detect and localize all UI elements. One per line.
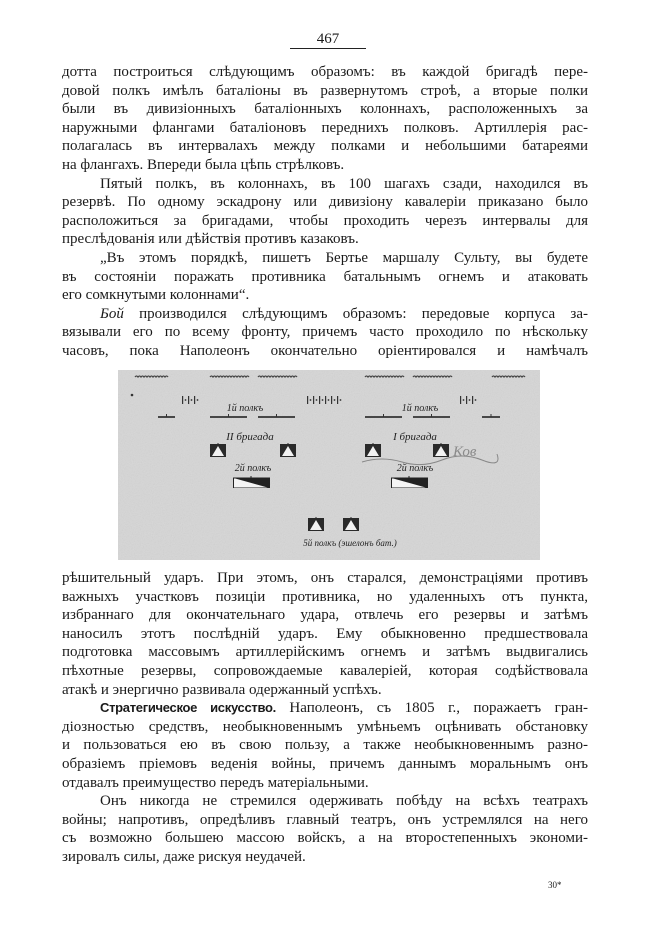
- battalion-column-icon: [308, 517, 324, 531]
- text-line: [62, 212, 588, 231]
- signature-mark: 30*: [548, 880, 562, 890]
- line-text: отдавалъ преимущество передъ матеріальными.: [62, 774, 369, 791]
- skirmisher-mark: [188, 396, 189, 404]
- text-line: [62, 625, 588, 644]
- text-line: [62, 175, 588, 194]
- line-text: Пятый полкъ, въ колоннахъ, въ 100 шагахъ сзади, находился въ: [100, 175, 588, 192]
- line-text: важныхъ участковъ позиціи противника, но удаленныхъ отъ пункта,: [62, 588, 588, 605]
- text-line: [62, 588, 588, 607]
- section-heading: Стратегическое искусство.: [100, 700, 276, 716]
- line-text: производился слѣдующимъ образомъ: передовые корпуса за-: [123, 305, 588, 322]
- skirmisher-mark: [460, 396, 461, 404]
- line-text: діозностью средствъ, необыкновеннымъ умѣньемъ оцѣнивать обстановку: [62, 718, 588, 735]
- label-regiment5: 5й полкъ (эшелонъ бат.): [303, 538, 397, 548]
- skirmisher-mark: [337, 396, 338, 404]
- skirmisher-mark: [194, 396, 195, 404]
- skirmisher-mark: [313, 396, 314, 404]
- text-line: [62, 736, 588, 755]
- line-text: полагалась въ интервалахъ между полками и небольшими батареями: [62, 138, 588, 155]
- text-line: [62, 249, 588, 268]
- text-line: [62, 662, 588, 681]
- text-line: [62, 755, 588, 774]
- text-line: [62, 681, 588, 700]
- line-text: зировалъ силы, даже рискуя неудачей.: [62, 848, 306, 865]
- skirmisher-mark: [472, 396, 473, 404]
- battle-formation-diagram: [118, 370, 540, 560]
- label-brigade-left: II бригада: [226, 431, 274, 443]
- skirmisher-mark: [325, 396, 326, 404]
- line-text: наносилъ этотъ послѣдній ударъ. Ему обыкновенно предшествовала: [62, 625, 588, 642]
- line-text: „Въ этомъ порядкѣ, пишетъ Бертье маршалу Сульту, вы будете: [100, 249, 588, 266]
- battalion-column-icon: [280, 443, 296, 457]
- text-line: [62, 718, 588, 737]
- line-text: дотта построиться слѣдующимъ образомъ: въ каждой бригадѣ пере-: [62, 64, 588, 80]
- text-line: [62, 286, 588, 305]
- text-line: [62, 156, 588, 175]
- line-text: часовъ, пока Наполеонъ окончательно оріентировался и намѣчалъ: [62, 342, 588, 359]
- label-regiment2-right: 2й полкъ: [396, 463, 434, 474]
- text-block-bottom: [62, 569, 588, 867]
- text-line: [62, 569, 588, 588]
- line-text: вязывали его по всему фронту, причемъ часто проходило по нѣскольку: [62, 324, 588, 341]
- skirmisher-mark: [466, 396, 467, 404]
- line-text: на флангахъ. Впереди была цѣпь стрѣлковъ.: [62, 156, 345, 173]
- page-number: 467: [290, 30, 366, 49]
- text-line: [62, 193, 588, 212]
- line-text: довой полкъ имѣлъ баталіоны въ развернутомъ строѣ, а вторые полки: [62, 82, 588, 99]
- line-text: резервѣ. По одному эскадрону или дивизіону кавалеріи приказано было: [62, 194, 588, 211]
- text-line: [62, 119, 588, 138]
- line-text: пѣхотные резервы, сопровождаемые кавалеріей, которая содѣйствовала: [62, 662, 588, 679]
- line-text: подготовка массовымъ артиллерійскимъ огнемъ и затѣмъ выдвигались: [62, 644, 588, 661]
- label-regiment1-left: 1й полкъ: [226, 403, 264, 414]
- line-text: преслѣдованія или дѣйствія противъ казаковъ.: [62, 231, 359, 248]
- line-text: войны; напротивъ, опредѣливъ главный театръ, онъ устремлялся на него: [62, 811, 588, 828]
- text-line: [62, 774, 588, 793]
- battalion-column-icon: [365, 443, 381, 457]
- text-line: [62, 82, 588, 101]
- text-line: [62, 305, 588, 324]
- line-text: были въ дивизіонныхъ баталіонныхъ колоннахъ, расположенныхъ за: [62, 101, 588, 118]
- italic-lead: Бой: [100, 305, 124, 322]
- text-line: [62, 699, 588, 718]
- line-text: рѣшительный ударъ. При этомъ, онъ старался, демонстраціями противъ: [62, 570, 588, 586]
- pencil-annotation: Ков: [453, 444, 477, 460]
- text-line: [62, 829, 588, 848]
- text-block-top: [62, 63, 588, 361]
- skirmisher-mark: [307, 396, 308, 404]
- text-line: [62, 811, 588, 830]
- text-line: [62, 63, 588, 82]
- line-text: расположиться за бригадами, чтобы проходить черезъ интервалы для: [62, 212, 588, 229]
- text-line: [62, 606, 588, 625]
- text-line: [62, 268, 588, 287]
- line-text: съ возможно большею массою войскъ, а на второстепенныхъ экономи-: [62, 830, 588, 847]
- text-line: [62, 323, 588, 342]
- line-text: избраннаго для окончательнаго удара, отвлечь его резервы и затѣмъ: [62, 607, 588, 624]
- label-brigade-right: I бригада: [393, 431, 437, 443]
- line-text: и пользоваться ею въ свою пользу, а также необыкновеннымъ разно-: [62, 737, 588, 754]
- label-regiment1-right: 1й полкъ: [401, 403, 439, 414]
- line-text: Наполеонъ, съ 1805 г., поражаетъ гран-: [275, 700, 589, 717]
- text-line: [62, 342, 588, 361]
- text-line: [62, 643, 588, 662]
- line-text: его сомкнутыми колоннами“.: [62, 287, 250, 304]
- text-line: [62, 848, 588, 867]
- battalion-column-icon: [210, 443, 226, 457]
- label-regiment2-left: 2й полкъ: [234, 463, 272, 474]
- line-text: образіемъ пріемовъ веденія войны, причемъ даннымъ моральнымъ онъ: [62, 755, 588, 772]
- line-text: въ состояніи поражать противника батальнымъ огнемъ и атаковать: [62, 268, 588, 285]
- line-text: атакѣ и энергично развивала одержанный успѣхъ.: [62, 681, 382, 698]
- skirmisher-mark: [331, 396, 332, 404]
- text-line: [62, 137, 588, 156]
- battalion-column-icon: [343, 517, 359, 531]
- line-text: Онъ никогда не стремился одерживать побѣду на всѣхъ театрахъ: [100, 793, 588, 810]
- skirmisher-mark: [319, 396, 320, 404]
- line-text: наружными флангами баталіоновъ переднихъ полковъ. Артиллерія рас-: [62, 119, 588, 136]
- text-line: [62, 100, 588, 119]
- skirmisher-mark: [182, 396, 183, 404]
- text-line: [62, 230, 588, 249]
- text-line: [62, 792, 588, 811]
- battalion-column-icon: [433, 443, 449, 457]
